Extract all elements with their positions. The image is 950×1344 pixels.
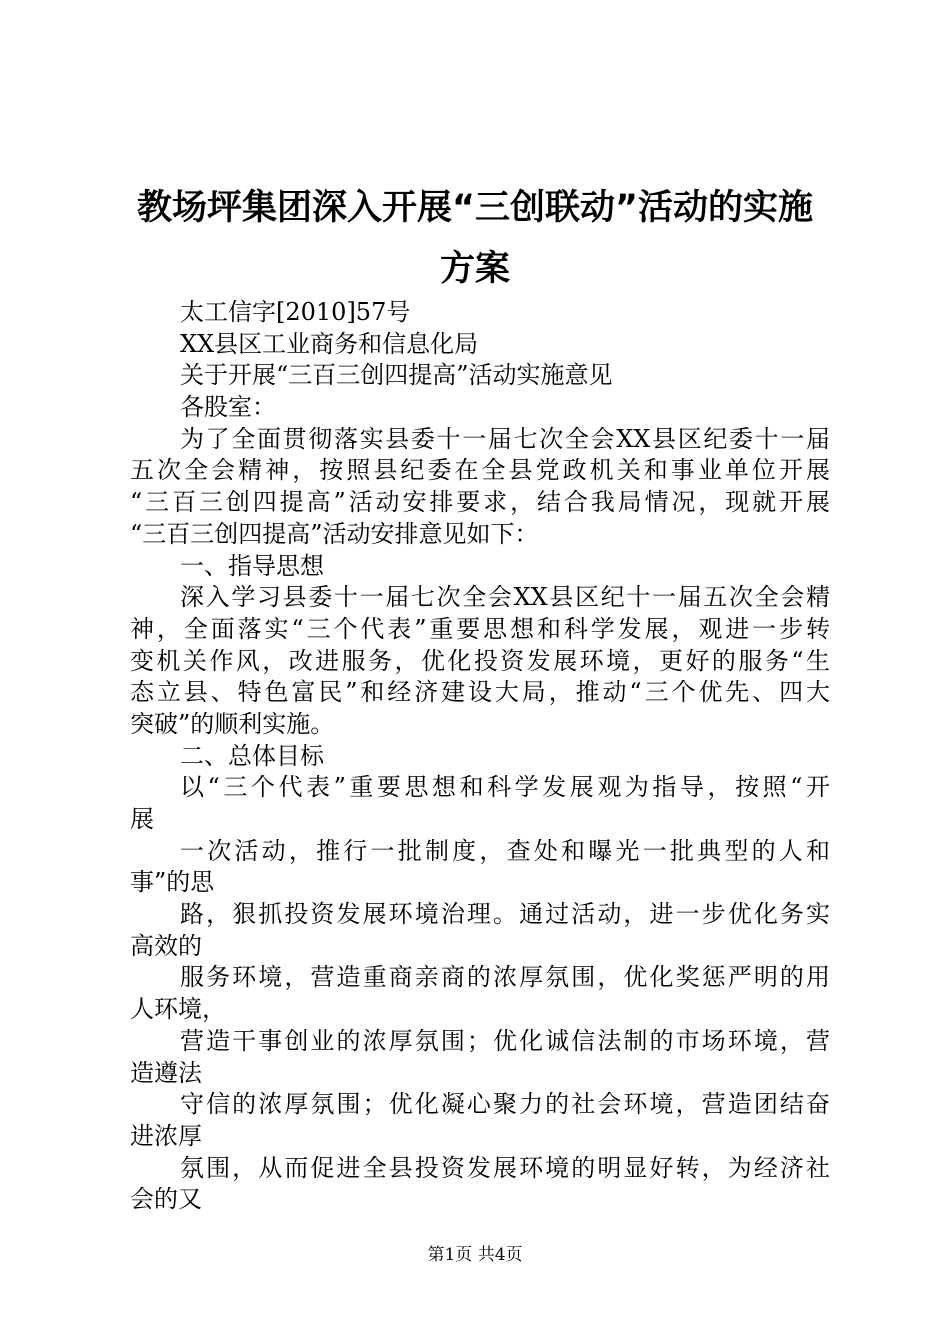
body-line: “三百三创四提高”活动安排意见如下： xyxy=(130,519,539,548)
body-line: 神，全面落实“三个代表”重要思想和科学发展，观进一步转 xyxy=(130,614,830,643)
body-line: 以“三个代表”重要思想和科学发展观为指导，按照“开 xyxy=(180,773,830,802)
body-line: 展 xyxy=(130,805,154,833)
page-footer: 第1页 共4页 xyxy=(427,1245,523,1265)
body-line: 深入学习县委十一届七次全会XX县区纪十一届五次全会精 xyxy=(180,583,830,612)
body-line: 突破”的顺利实施。 xyxy=(130,709,335,738)
body-line: 守信的浓厚氛围；优化凝心聚力的社会环境，营造团结奋 xyxy=(180,1090,830,1119)
body-line: 营造干事创业的浓厚氛围；优化诚信法制的市场环境，营 xyxy=(180,1026,830,1055)
issuer-name: XX县区工业商务和信息化局 xyxy=(180,329,479,358)
body-line: 事”的思 xyxy=(130,868,215,897)
body-line: 服务环境，营造重商亲商的浓厚氛围，优化奖惩严明的用 xyxy=(180,963,830,992)
doc-number: 太工信字[2010]57号 xyxy=(180,298,411,326)
body-line: 态立县、特色富民”和经济建设大局，推动“三个优先、四大 xyxy=(130,678,830,707)
body-line: 人环境， xyxy=(130,995,226,1024)
body-line: 造遵法 xyxy=(130,1058,202,1087)
document-title-line-2: 方案 xyxy=(439,249,510,289)
body-line: 进浓厚 xyxy=(130,1121,202,1150)
subject-line: 关于开展“三百三创四提高”活动实施意见 xyxy=(180,361,613,390)
document-body xyxy=(130,297,830,1216)
salutation: 各股室： xyxy=(180,393,276,422)
body-line: 会的又 xyxy=(130,1185,202,1214)
body-line: 变机关作风，改进服务，优化投资发展环境，更好的服务“生 xyxy=(130,646,830,675)
body-line: 一次活动，推行一批制度，查处和曝光一批典型的人和 xyxy=(180,836,830,865)
section-heading: 一、指导思想 xyxy=(180,551,324,580)
body-line: 高效的 xyxy=(130,931,202,960)
body-line: 氛围，从而促进全县投资发展环境的明显好转，为经济社 xyxy=(180,1153,830,1182)
body-line: 五次全会精神，按照县纪委在全县党政机关和事业单位开展 xyxy=(130,456,830,485)
body-line: 路，狠抓投资发展环境治理。通过活动，进一步优化务实 xyxy=(180,900,830,929)
section-heading: 二、总体目标 xyxy=(180,741,324,770)
body-line: 为了全面贯彻落实县委十一届七次全会XX县区纪委十一届 xyxy=(180,424,830,453)
document-title-line-1: 教场坪集团深入开展“三创联动”活动的实施 xyxy=(136,188,813,228)
body-line: “三百三创四提高”活动安排要求，结合我局情况，现就开展 xyxy=(130,488,830,517)
